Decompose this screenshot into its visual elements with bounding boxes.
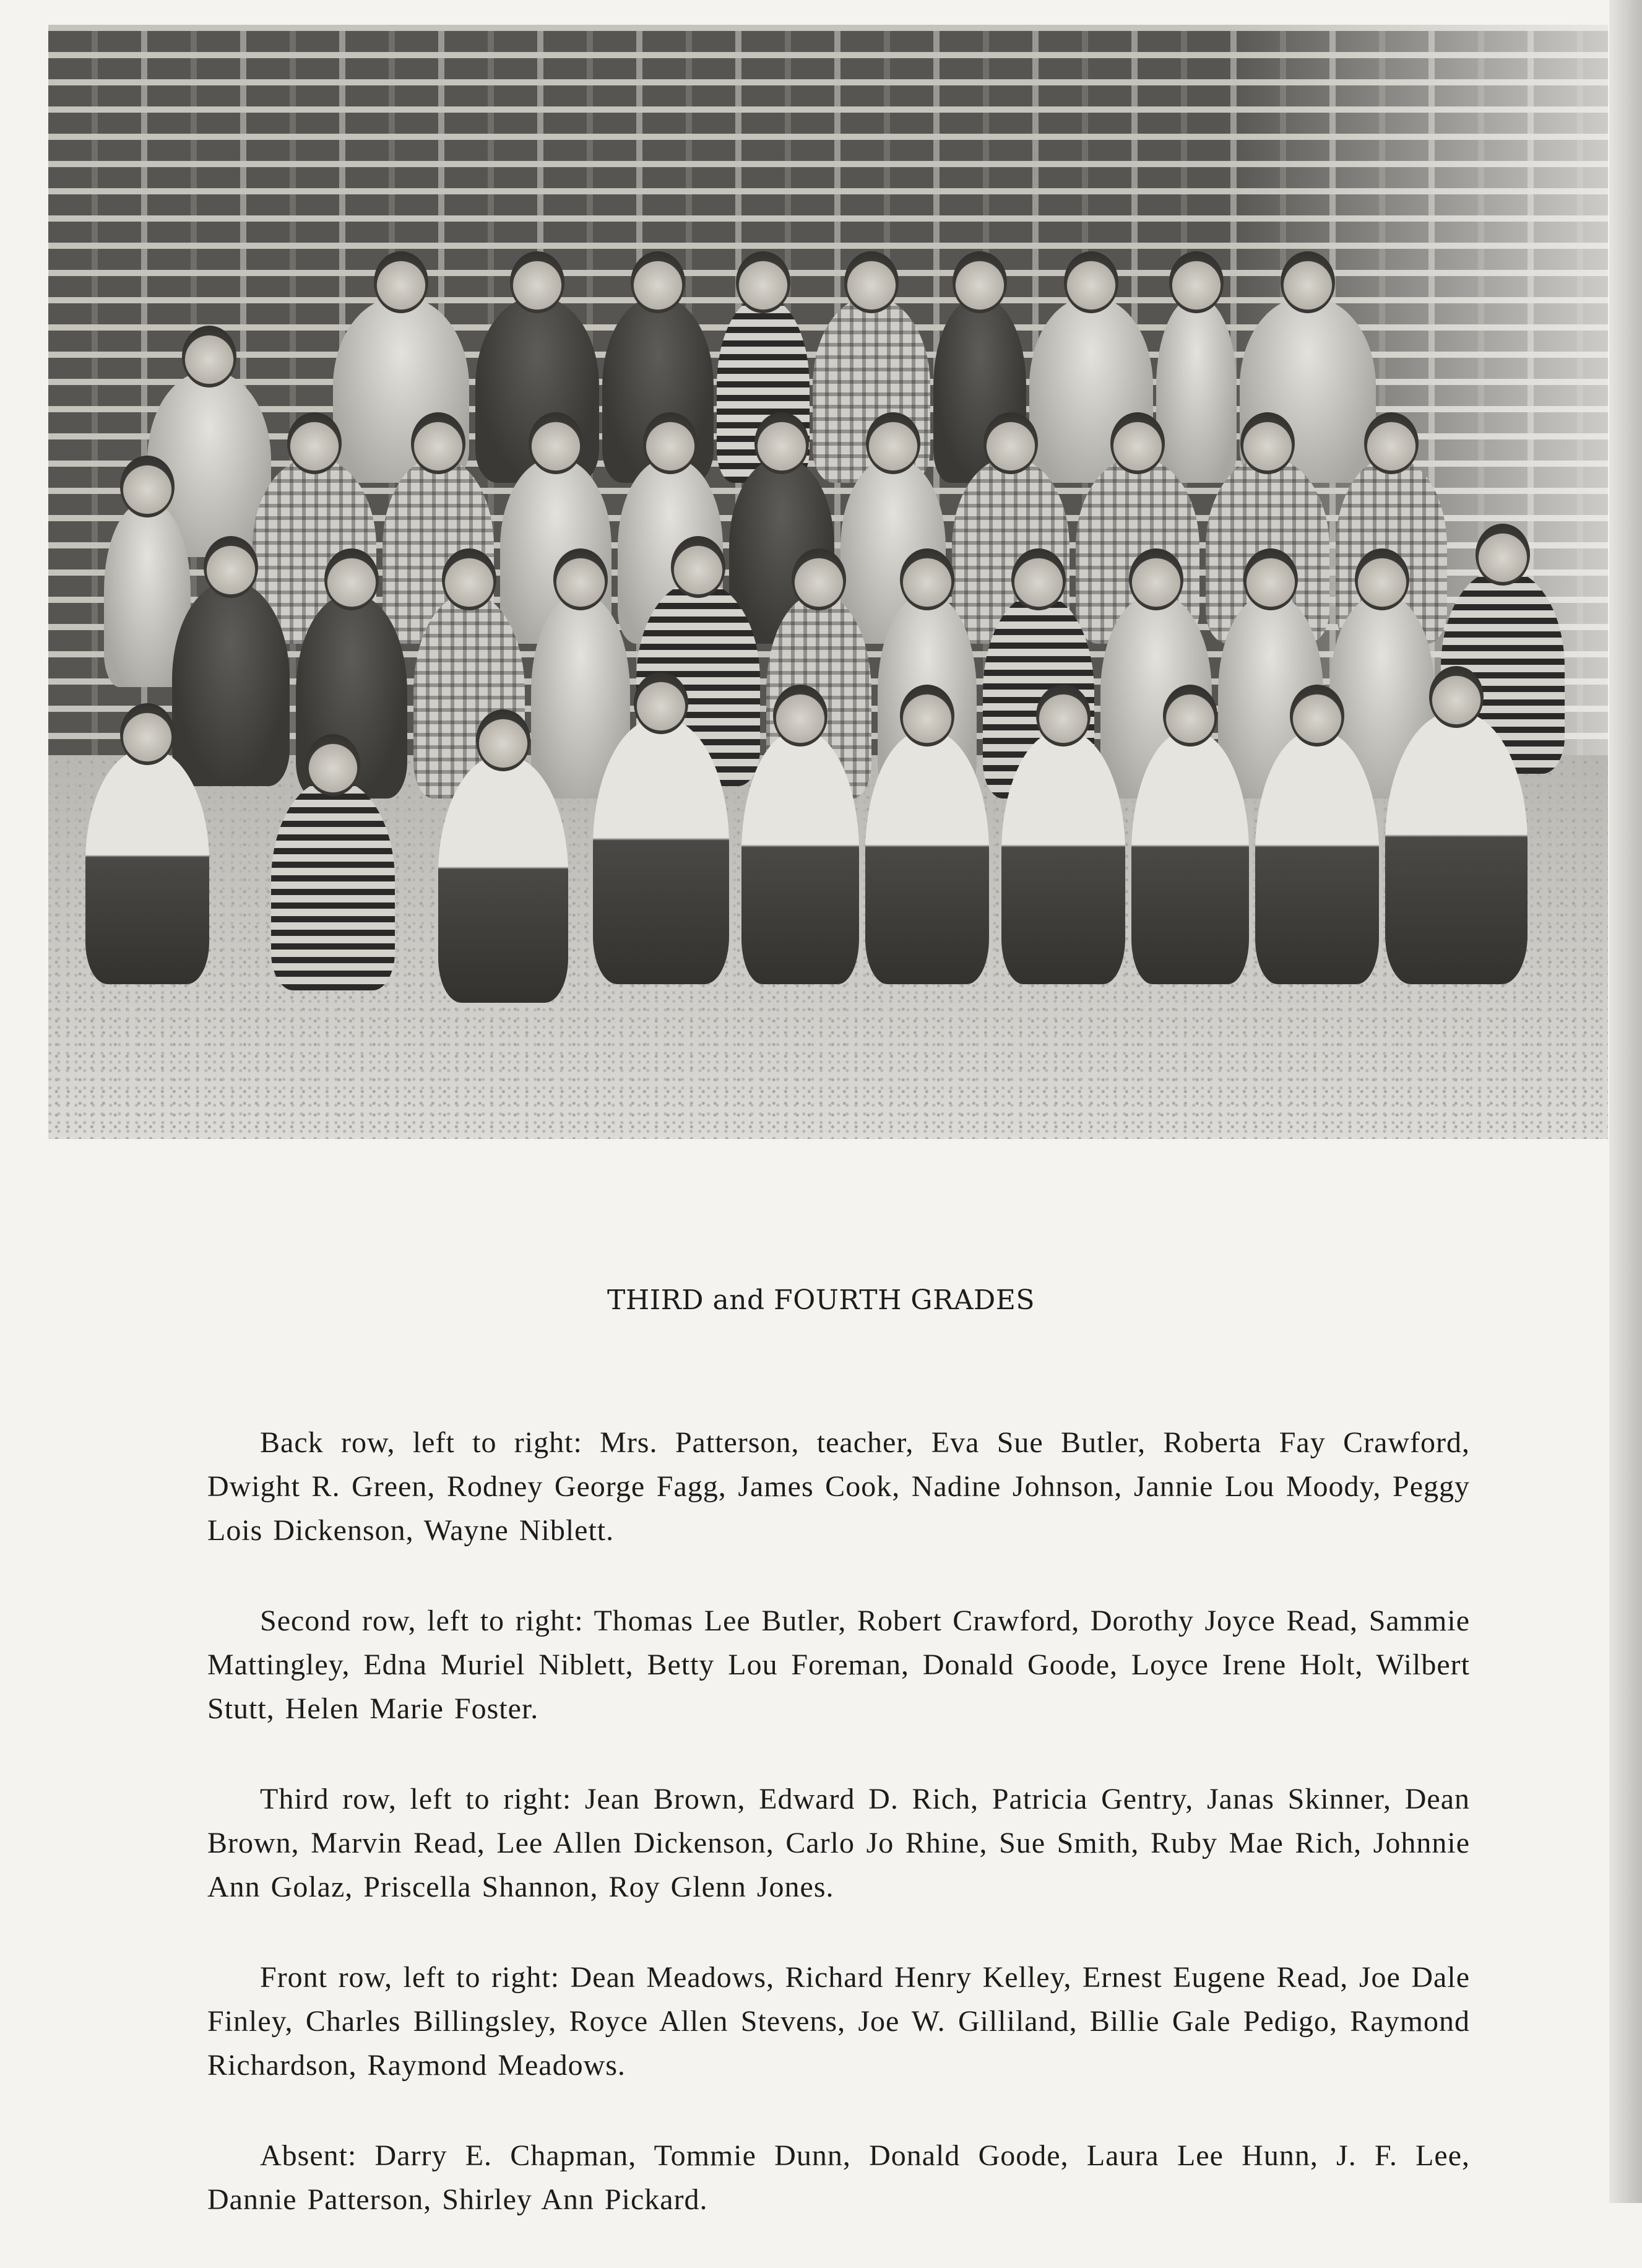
caption-back-row: Back row, left to right: Mrs. Patterson, teacher, Eva Sue Butler, Roberta Fay Crawford, Dwight R. Green, Rodney George Fagg, James Cook, Nadine Johnson, Jannie Lou Moody, Peggy Lois Dickenson, Wayne Niblett.: [207, 1426, 1470, 1547]
caption-second-row: Second row, left to right: Thomas Lee Butler, Robert Crawford, Dorothy Joyce Read, Sammie Mattingley, Edna Muriel Niblett, Betty Lou Foreman, Donald Goode, Loyce Irene Holt, Wilbert Stutt, Helen Marie Foster.: [207, 1604, 1470, 1725]
caption-text: [207, 1421, 1470, 2268]
page-title: THIRD and FOURTH GRADES: [607, 1284, 1035, 1316]
person-front-row: [865, 730, 989, 984]
person-front-row: [1385, 712, 1527, 984]
caption-absent: Absent: Darry E. Chapman, Tommie Dunn, Donald Goode, Laura Lee Hunn, J. F. Lee, Dannie Patterson, Shirley Ann Pickard.: [207, 2139, 1470, 2216]
caption-third-row: Third row, left to right: Jean Brown, Edward D. Rich, Patricia Gentry, Janas Skinner, Dean Brown, Marvin Read, Lee Allen Dickenson, Carlo Jo Rhine, Sue Smith, Ruby Mae Rich, Johnnie Ann Golaz, Priscella Shannon, Roy Glenn Jones.: [207, 1783, 1470, 1903]
person-front-row: [1255, 730, 1379, 984]
person-front-row: [438, 755, 568, 1003]
person-back-row: [1156, 297, 1237, 483]
person-front-row: [593, 718, 729, 984]
page-edge-shadow: [1609, 0, 1642, 2203]
caption-front-row: Front row, left to right: Dean Meadows, Richard Henry Kelley, Ernest Eugene Read, Joe Dale Finley, Charles Billingsley, Royce Allen Stevens, Joe W. Gilliland, Billie Gale Pedigo, Raymond Richardson, Raymond Meadows.: [207, 1961, 1470, 2082]
person-front-row: [741, 730, 859, 984]
person-front-row: [1131, 730, 1249, 984]
person-front-row: [1001, 730, 1125, 984]
person-front-row: [271, 780, 395, 990]
person-third-row: [172, 582, 290, 786]
class-photograph: [48, 25, 1608, 1139]
person-front-row: [85, 749, 209, 984]
